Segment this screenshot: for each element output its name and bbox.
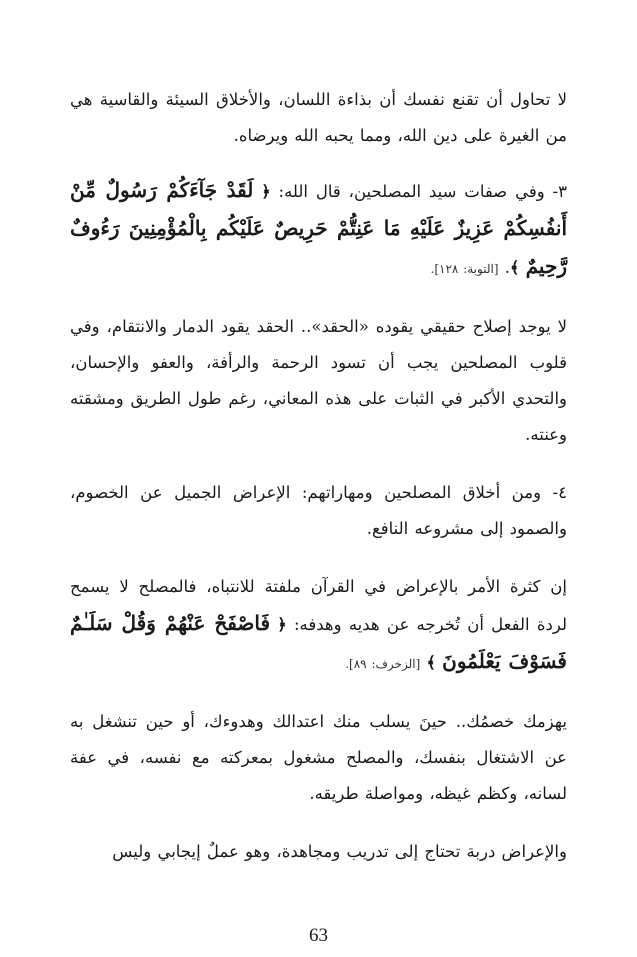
paragraph-5: [70, 569, 567, 682]
paragraph-gap: [70, 682, 567, 704]
quran-open-bracket: ﴿: [261, 182, 271, 201]
paragraph-gap: [70, 287, 567, 309]
paragraph-5-intro: إن كثرة الأمر بالإعراض في القرآن ملفتة للانتباه، فالمصلح لا يسمح لردة الفعل أن تُخرجه عن هديه وهدفه:: [70, 577, 567, 634]
paragraph-1: لا تحاول أن تقنع نفسك أن بذاءة اللسان، والأخلاق السيئة والقاسية هي من الغيرة على دين الله، ومما يحبه الله ويرضاه.: [70, 90, 567, 145]
paragraph-7: والإعراض دربة تحتاج إلى تدريب ومجاهدة، وهو عملٌ إيجابي وليس: [112, 842, 567, 861]
paragraph-2: [70, 172, 567, 287]
quran-close-bracket: ﴾: [510, 258, 520, 277]
quran-close-bracket: ﴾: [426, 653, 436, 672]
paragraph-4: ٤- ومن أخلاق المصلحين ومهاراتهم: الإعراض الجميل عن الخصوم، والصمود إلى مشروعه النافع.: [70, 483, 567, 538]
paragraph-6: يهزمك خصمُك.. حينَ يسلب منك اعتدالك وهدوءك، أو حين تنشغل به عن الاشتغال بنفسك، والمصلح مشغول بمعركته مع نفسه، في عفة لسانه، وكظم غيظه، ومواصلة طريقه.: [70, 712, 567, 803]
verse-end-dot: .: [504, 258, 510, 277]
paragraph-gap: [70, 547, 567, 569]
quran-verse-tawbah: لَقَدْ جَآءَكُمْ رَسُولٌ مِّنْ أَنفُسِكُمْ عَزِيزٌ عَلَيْهِ مَا عَنِتُّمْ حَرِيصٌ عَلَيْكُم بِالْمُؤْمِنِينَ رَءُوفٌ رَّحِيمٌ: [70, 178, 567, 278]
paragraph-gap: [70, 453, 567, 475]
page-body: [70, 82, 567, 870]
paragraph-2-intro: ٣- وفي صفات سيد المصلحين، قال الله:: [278, 182, 567, 201]
verse-reference: [التوبة: ١٢٨].: [430, 262, 499, 276]
quran-open-bracket: ﴿: [277, 615, 287, 634]
paragraph-gap: [70, 812, 567, 834]
quran-verse-zukhruf: فَاصْفَحْ عَنْهُمْ وَقُلْ سَلَـٰمٌ فَسَوْفَ يَعْلَمُونَ: [70, 611, 567, 673]
verse-reference: [الزخرف: ٨٩].: [345, 657, 421, 671]
page-number: 63: [309, 925, 328, 946]
paragraph-3: لا يوجد إصلاح حقيقي يقوده «الحقد».. الحقد يقود الدمار والانتقام، وفي قلوب المصلحين يجب أن تسود الرحمة والرأفة، والعفو والإحسان، والتحدي الأكبر في الثبات على هذه المعاني، رغم طول الطريق ومشقته وعنته.: [70, 317, 567, 444]
paragraph-gap: [70, 154, 567, 172]
